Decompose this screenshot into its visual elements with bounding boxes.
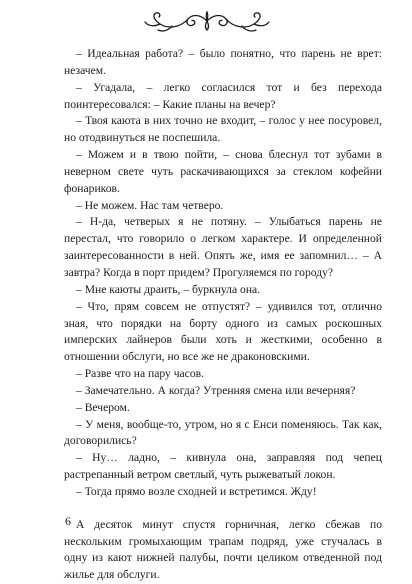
- paragraph-5: – Не можем. Нас там четверо.: [76, 198, 224, 212]
- paragraph-8: – Что, прям совсем не отпустят? – удивился тот, отлично зная, что порядки на борту одного из самых роскошных имперских лайнеров были хоть и жесткими, особенно в отношении обслуги, но все же не драконовскими.: [64, 299, 382, 364]
- main-text: [64, 46, 382, 584]
- decorative-flourish-icon: [142, 8, 272, 34]
- paragraph-11: – Вечером.: [76, 400, 130, 414]
- paragraph-14: – Тогда прямо возле сходней и встретимся. Жду!: [76, 484, 317, 498]
- section-spacer: [64, 501, 382, 517]
- paragraph-13: – Ну… ладно, – кивнула она, заправляя под чепец растрепанный ветром светлый, чуть рыжеватый локон.: [64, 451, 382, 482]
- paragraph-1: – Идеальная работа? – было понятно, что парень не врет: незачем.: [64, 47, 382, 77]
- paragraph-7: – Мне каюты драить, – буркнула она.: [76, 282, 261, 296]
- paragraph-12: – У меня, вообще-то, утром, но я с Енси поменяюсь. Так как, договорились?: [64, 417, 382, 448]
- paragraph-10: – Замечательно. А когда? Утренняя смена или вечерняя?: [76, 383, 356, 397]
- paragraph-4: – Можем и в твою пойти, – снова блеснул тот зубами в неверном свете чуть раскачивающихся за стеклом кофейни фонариков.: [64, 148, 382, 195]
- paragraph-3: – Твоя каюта в них точно не входит, – голос у нее посуровел, но отодвинуться не поспешила.: [64, 114, 382, 145]
- paragraph-15: А десяток минут спустя горничная, легко сбежав по нескольким громыхающим трапам подряд, уже стучалась в одну из кают нижней палубы, почти целиком отведенной под жилье для обслуги.: [64, 517, 382, 582]
- page-number: 6: [65, 514, 71, 528]
- paragraph-2: – Угадала, – легко согласился тот и без перехода поинтересовался: – Какие планы на вечер?: [64, 80, 382, 111]
- paragraph-6: – Н-да, четверых я не потяну. – Улыбаться парень не перестал, что говорило о легком характере. И определенной заинтересованности в ней. Опять же, имя ее запомнил… – А завтра? Когда в порт придем? Прогуляемся по городу?: [64, 215, 382, 279]
- paragraph-9: – Разве что на пару часов.: [76, 367, 204, 381]
